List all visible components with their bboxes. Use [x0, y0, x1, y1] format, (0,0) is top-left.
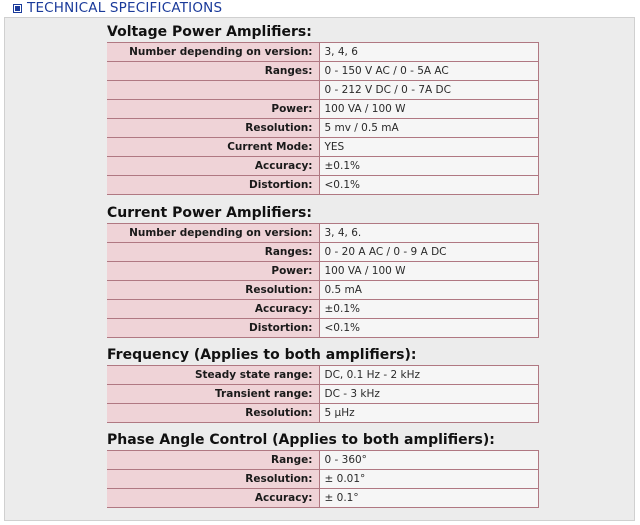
spec-value: YES	[319, 138, 539, 157]
spec-table	[107, 365, 539, 423]
table-row	[107, 366, 539, 385]
table-row	[107, 243, 539, 262]
spec-label: Current Mode:	[107, 138, 319, 157]
table-row	[107, 300, 539, 319]
square-bullet-icon	[13, 4, 22, 13]
spec-label: Distortion:	[107, 176, 319, 195]
spec-label: Distortion:	[107, 319, 319, 338]
spec-value: 5 mv / 0.5 mA	[319, 119, 539, 138]
spec-value: 0 - 212 V DC / 0 - 7A DC	[319, 81, 539, 100]
current-amplifiers-section	[107, 203, 539, 338]
spec-value: 0 - 360°	[319, 451, 539, 470]
spec-label: Accuracy:	[107, 300, 319, 319]
spec-value: 100 VA / 100 W	[319, 262, 539, 281]
table-row	[107, 281, 539, 300]
spec-label: Ranges:	[107, 243, 319, 262]
spec-value: 5 µHz	[319, 404, 539, 423]
table-row	[107, 81, 539, 100]
spec-value: <0.1%	[319, 319, 539, 338]
spec-value: 0 - 20 A AC / 0 - 9 A DC	[319, 243, 539, 262]
section-title: Frequency (Applies to both amplifiers):	[107, 347, 417, 363]
spec-value: <0.1%	[319, 176, 539, 195]
spec-label: Ranges:	[107, 62, 319, 81]
section-title: Current Power Amplifiers:	[107, 205, 312, 221]
phase-angle-section	[107, 430, 539, 508]
spec-table	[107, 223, 539, 338]
section-header	[0, 0, 640, 16]
table-row	[107, 62, 539, 81]
spec-label: Accuracy:	[107, 489, 319, 508]
table-row	[107, 119, 539, 138]
spec-value: DC, 0.1 Hz - 2 kHz	[319, 366, 539, 385]
spec-value: 0 - 150 V AC / 0 - 5A AC	[319, 62, 539, 81]
spec-label: Steady state range:	[107, 366, 319, 385]
spec-label: Resolution:	[107, 404, 319, 423]
spec-value: 3, 4, 6	[319, 43, 539, 62]
spec-table	[107, 42, 539, 195]
spec-label	[107, 81, 319, 100]
spec-label: Accuracy:	[107, 157, 319, 176]
table-row	[107, 262, 539, 281]
spec-value: 3, 4, 6.	[319, 224, 539, 243]
spec-value: DC - 3 kHz	[319, 385, 539, 404]
section-title: Phase Angle Control (Applies to both amplifiers):	[107, 432, 495, 448]
spec-value: ± 0.01°	[319, 470, 539, 489]
table-row	[107, 100, 539, 119]
spec-label: Range:	[107, 451, 319, 470]
spec-label: Power:	[107, 100, 319, 119]
spec-label: Resolution:	[107, 119, 319, 138]
page-title: TECHNICAL SPECIFICATIONS	[27, 0, 223, 16]
table-row	[107, 43, 539, 62]
table-row	[107, 404, 539, 423]
frequency-section	[107, 345, 539, 423]
spec-label: Resolution:	[107, 281, 319, 300]
spec-value: 0.5 mA	[319, 281, 539, 300]
spec-label: Number depending on version:	[107, 43, 319, 62]
spec-value: 100 VA / 100 W	[319, 100, 539, 119]
table-row	[107, 319, 539, 338]
table-row	[107, 470, 539, 489]
spec-value: ±0.1%	[319, 300, 539, 319]
spec-label: Resolution:	[107, 470, 319, 489]
table-row	[107, 489, 539, 508]
table-row	[107, 385, 539, 404]
spec-value: ±0.1%	[319, 157, 539, 176]
table-row	[107, 224, 539, 243]
table-row	[107, 176, 539, 195]
spec-table	[107, 450, 539, 508]
table-row	[107, 157, 539, 176]
spec-label: Number depending on version:	[107, 224, 319, 243]
spec-value: ± 0.1°	[319, 489, 539, 508]
table-row	[107, 451, 539, 470]
voltage-amplifiers-section	[107, 22, 539, 195]
spec-label: Power:	[107, 262, 319, 281]
spec-label: Transient range:	[107, 385, 319, 404]
table-row	[107, 138, 539, 157]
section-title: Voltage Power Amplifiers:	[107, 24, 312, 40]
